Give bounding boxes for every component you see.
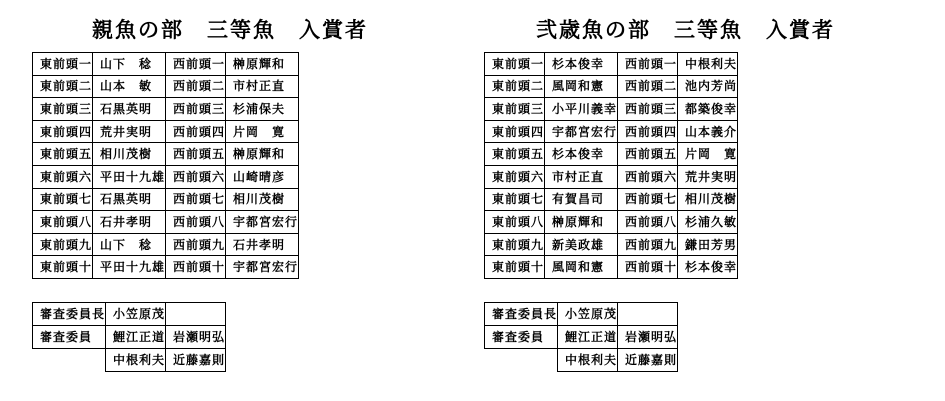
member-name: 岩瀬明弘 (166, 326, 226, 349)
table-row (485, 53, 738, 76)
east-rank-cell: 東前頭一 (33, 53, 93, 76)
east-name-cell: 風岡和憲 (545, 256, 618, 279)
judges-table (32, 302, 226, 372)
west-name-cell: 宇都宮宏行 (226, 211, 299, 234)
west-rank-cell: 西前頭三 (166, 98, 226, 121)
chair-blank-cell (166, 303, 226, 326)
west-rank-cell: 西前頭七 (166, 188, 226, 211)
west-name-cell: 片岡 寛 (226, 120, 299, 143)
east-name-cell: 相川茂樹 (93, 143, 166, 166)
member-name: 近藤嘉則 (618, 349, 678, 372)
table-row (485, 165, 738, 188)
table-row (33, 75, 299, 98)
west-name-cell: 中根利夫 (678, 53, 738, 76)
east-rank-cell: 東前頭十 (33, 256, 93, 279)
east-rank-cell: 東前頭三 (33, 98, 93, 121)
east-name-cell: 平田十九雄 (93, 256, 166, 279)
east-rank-cell: 東前頭二 (33, 75, 93, 98)
chair-name: 小笠原茂 (558, 303, 618, 326)
west-rank-cell: 西前頭五 (166, 143, 226, 166)
east-rank-cell: 東前頭八 (485, 211, 545, 234)
blank-cell (485, 349, 558, 372)
member-name: 鯉江正道 (106, 326, 166, 349)
table-row (33, 53, 299, 76)
table-row (33, 188, 299, 211)
west-name-cell: 鎌田芳男 (678, 233, 738, 256)
winners-table (484, 52, 738, 279)
table-row (485, 233, 738, 256)
panel-title: 弐歳魚の部 三等魚 入賞者 (536, 17, 835, 42)
east-rank-cell: 東前頭四 (485, 120, 545, 143)
west-rank-cell: 西前頭八 (618, 211, 678, 234)
west-name-cell: 榊原輝和 (226, 53, 299, 76)
table-row (485, 75, 738, 98)
table-row (33, 303, 226, 326)
west-rank-cell: 西前頭五 (618, 143, 678, 166)
west-name-cell: 山崎晴彦 (226, 165, 299, 188)
table-row (33, 233, 299, 256)
member-name: 鯉江正道 (558, 326, 618, 349)
west-rank-cell: 西前頭二 (618, 75, 678, 98)
west-name-cell: 相川茂樹 (226, 188, 299, 211)
west-rank-cell: 西前頭九 (618, 233, 678, 256)
table-row (33, 326, 226, 349)
west-name-cell: 荒井実明 (678, 165, 738, 188)
west-name-cell: 山本義介 (678, 120, 738, 143)
east-name-cell: 石黒英明 (93, 188, 166, 211)
table-row (485, 349, 678, 372)
east-name-cell: 石黒英明 (93, 98, 166, 121)
members-label: 審査委員 (33, 326, 106, 349)
table-row (485, 303, 678, 326)
table-row (485, 98, 738, 121)
west-name-cell: 杉本俊幸 (678, 256, 738, 279)
west-name-cell: 市村正直 (226, 75, 299, 98)
table-row (33, 349, 226, 372)
west-name-cell: 杉浦久敏 (678, 211, 738, 234)
winners-table (32, 52, 299, 279)
table-row (33, 98, 299, 121)
west-name-cell: 片岡 寛 (678, 143, 738, 166)
east-rank-cell: 東前頭六 (485, 165, 545, 188)
panel-title: 親魚の部 三等魚 入賞者 (92, 17, 368, 42)
east-name-cell: 山本 敏 (93, 75, 166, 98)
west-name-cell: 宇都宮宏行 (226, 256, 299, 279)
table-row (485, 211, 738, 234)
table-row (33, 120, 299, 143)
east-name-cell: 有賀昌司 (545, 188, 618, 211)
west-name-cell: 相川茂樹 (678, 188, 738, 211)
west-rank-cell: 西前頭十 (166, 256, 226, 279)
west-rank-cell: 西前頭六 (166, 165, 226, 188)
east-name-cell: 杉本俊幸 (545, 143, 618, 166)
west-name-cell: 池内芳尚 (678, 75, 738, 98)
table-row (33, 165, 299, 188)
east-name-cell: 荒井実明 (93, 120, 166, 143)
east-name-cell: 宇都宮宏行 (545, 120, 618, 143)
member-name: 中根利夫 (558, 349, 618, 372)
table-row (33, 256, 299, 279)
east-rank-cell: 東前頭十 (485, 256, 545, 279)
table-row (485, 256, 738, 279)
west-rank-cell: 西前頭一 (166, 53, 226, 76)
west-rank-cell: 西前頭四 (618, 120, 678, 143)
west-name-cell: 都築俊幸 (678, 98, 738, 121)
east-rank-cell: 東前頭二 (485, 75, 545, 98)
chair-label: 審査委員長 (485, 303, 558, 326)
east-rank-cell: 東前頭七 (33, 188, 93, 211)
east-name-cell: 榊原輝和 (545, 211, 618, 234)
east-rank-cell: 東前頭五 (33, 143, 93, 166)
west-rank-cell: 西前頭三 (618, 98, 678, 121)
east-rank-cell: 東前頭四 (33, 120, 93, 143)
blank-cell (33, 349, 106, 372)
chair-blank-cell (618, 303, 678, 326)
member-name: 近藤嘉則 (166, 349, 226, 372)
east-name-cell: 風岡和憲 (545, 75, 618, 98)
member-name: 岩瀬明弘 (618, 326, 678, 349)
east-rank-cell: 東前頭六 (33, 165, 93, 188)
west-rank-cell: 西前頭二 (166, 75, 226, 98)
west-rank-cell: 西前頭六 (618, 165, 678, 188)
east-name-cell: 小平川義幸 (545, 98, 618, 121)
east-name-cell: 石井孝明 (93, 211, 166, 234)
east-name-cell: 山下 稔 (93, 233, 166, 256)
table-row (33, 211, 299, 234)
table-row (485, 120, 738, 143)
chair-label: 審査委員長 (33, 303, 106, 326)
east-name-cell: 山下 稔 (93, 53, 166, 76)
east-name-cell: 平田十九雄 (93, 165, 166, 188)
east-rank-cell: 東前頭一 (485, 53, 545, 76)
east-name-cell: 新美政雄 (545, 233, 618, 256)
east-rank-cell: 東前頭九 (33, 233, 93, 256)
table-row (33, 143, 299, 166)
west-rank-cell: 西前頭十 (618, 256, 678, 279)
east-rank-cell: 東前頭七 (485, 188, 545, 211)
members-label: 審査委員 (485, 326, 558, 349)
west-rank-cell: 西前頭一 (618, 53, 678, 76)
west-rank-cell: 西前頭八 (166, 211, 226, 234)
east-rank-cell: 東前頭五 (485, 143, 545, 166)
west-rank-cell: 西前頭九 (166, 233, 226, 256)
east-rank-cell: 東前頭三 (485, 98, 545, 121)
west-rank-cell: 西前頭七 (618, 188, 678, 211)
table-row (485, 326, 678, 349)
east-name-cell: 市村正直 (545, 165, 618, 188)
west-name-cell: 杉浦保夫 (226, 98, 299, 121)
west-name-cell: 榊原輝和 (226, 143, 299, 166)
chair-name: 小笠原茂 (106, 303, 166, 326)
east-rank-cell: 東前頭八 (33, 211, 93, 234)
table-row (485, 143, 738, 166)
west-name-cell: 石井孝明 (226, 233, 299, 256)
member-name: 中根利夫 (106, 349, 166, 372)
west-rank-cell: 西前頭四 (166, 120, 226, 143)
east-name-cell: 杉本俊幸 (545, 53, 618, 76)
east-rank-cell: 東前頭九 (485, 233, 545, 256)
table-row (485, 188, 738, 211)
judges-table (484, 302, 678, 372)
